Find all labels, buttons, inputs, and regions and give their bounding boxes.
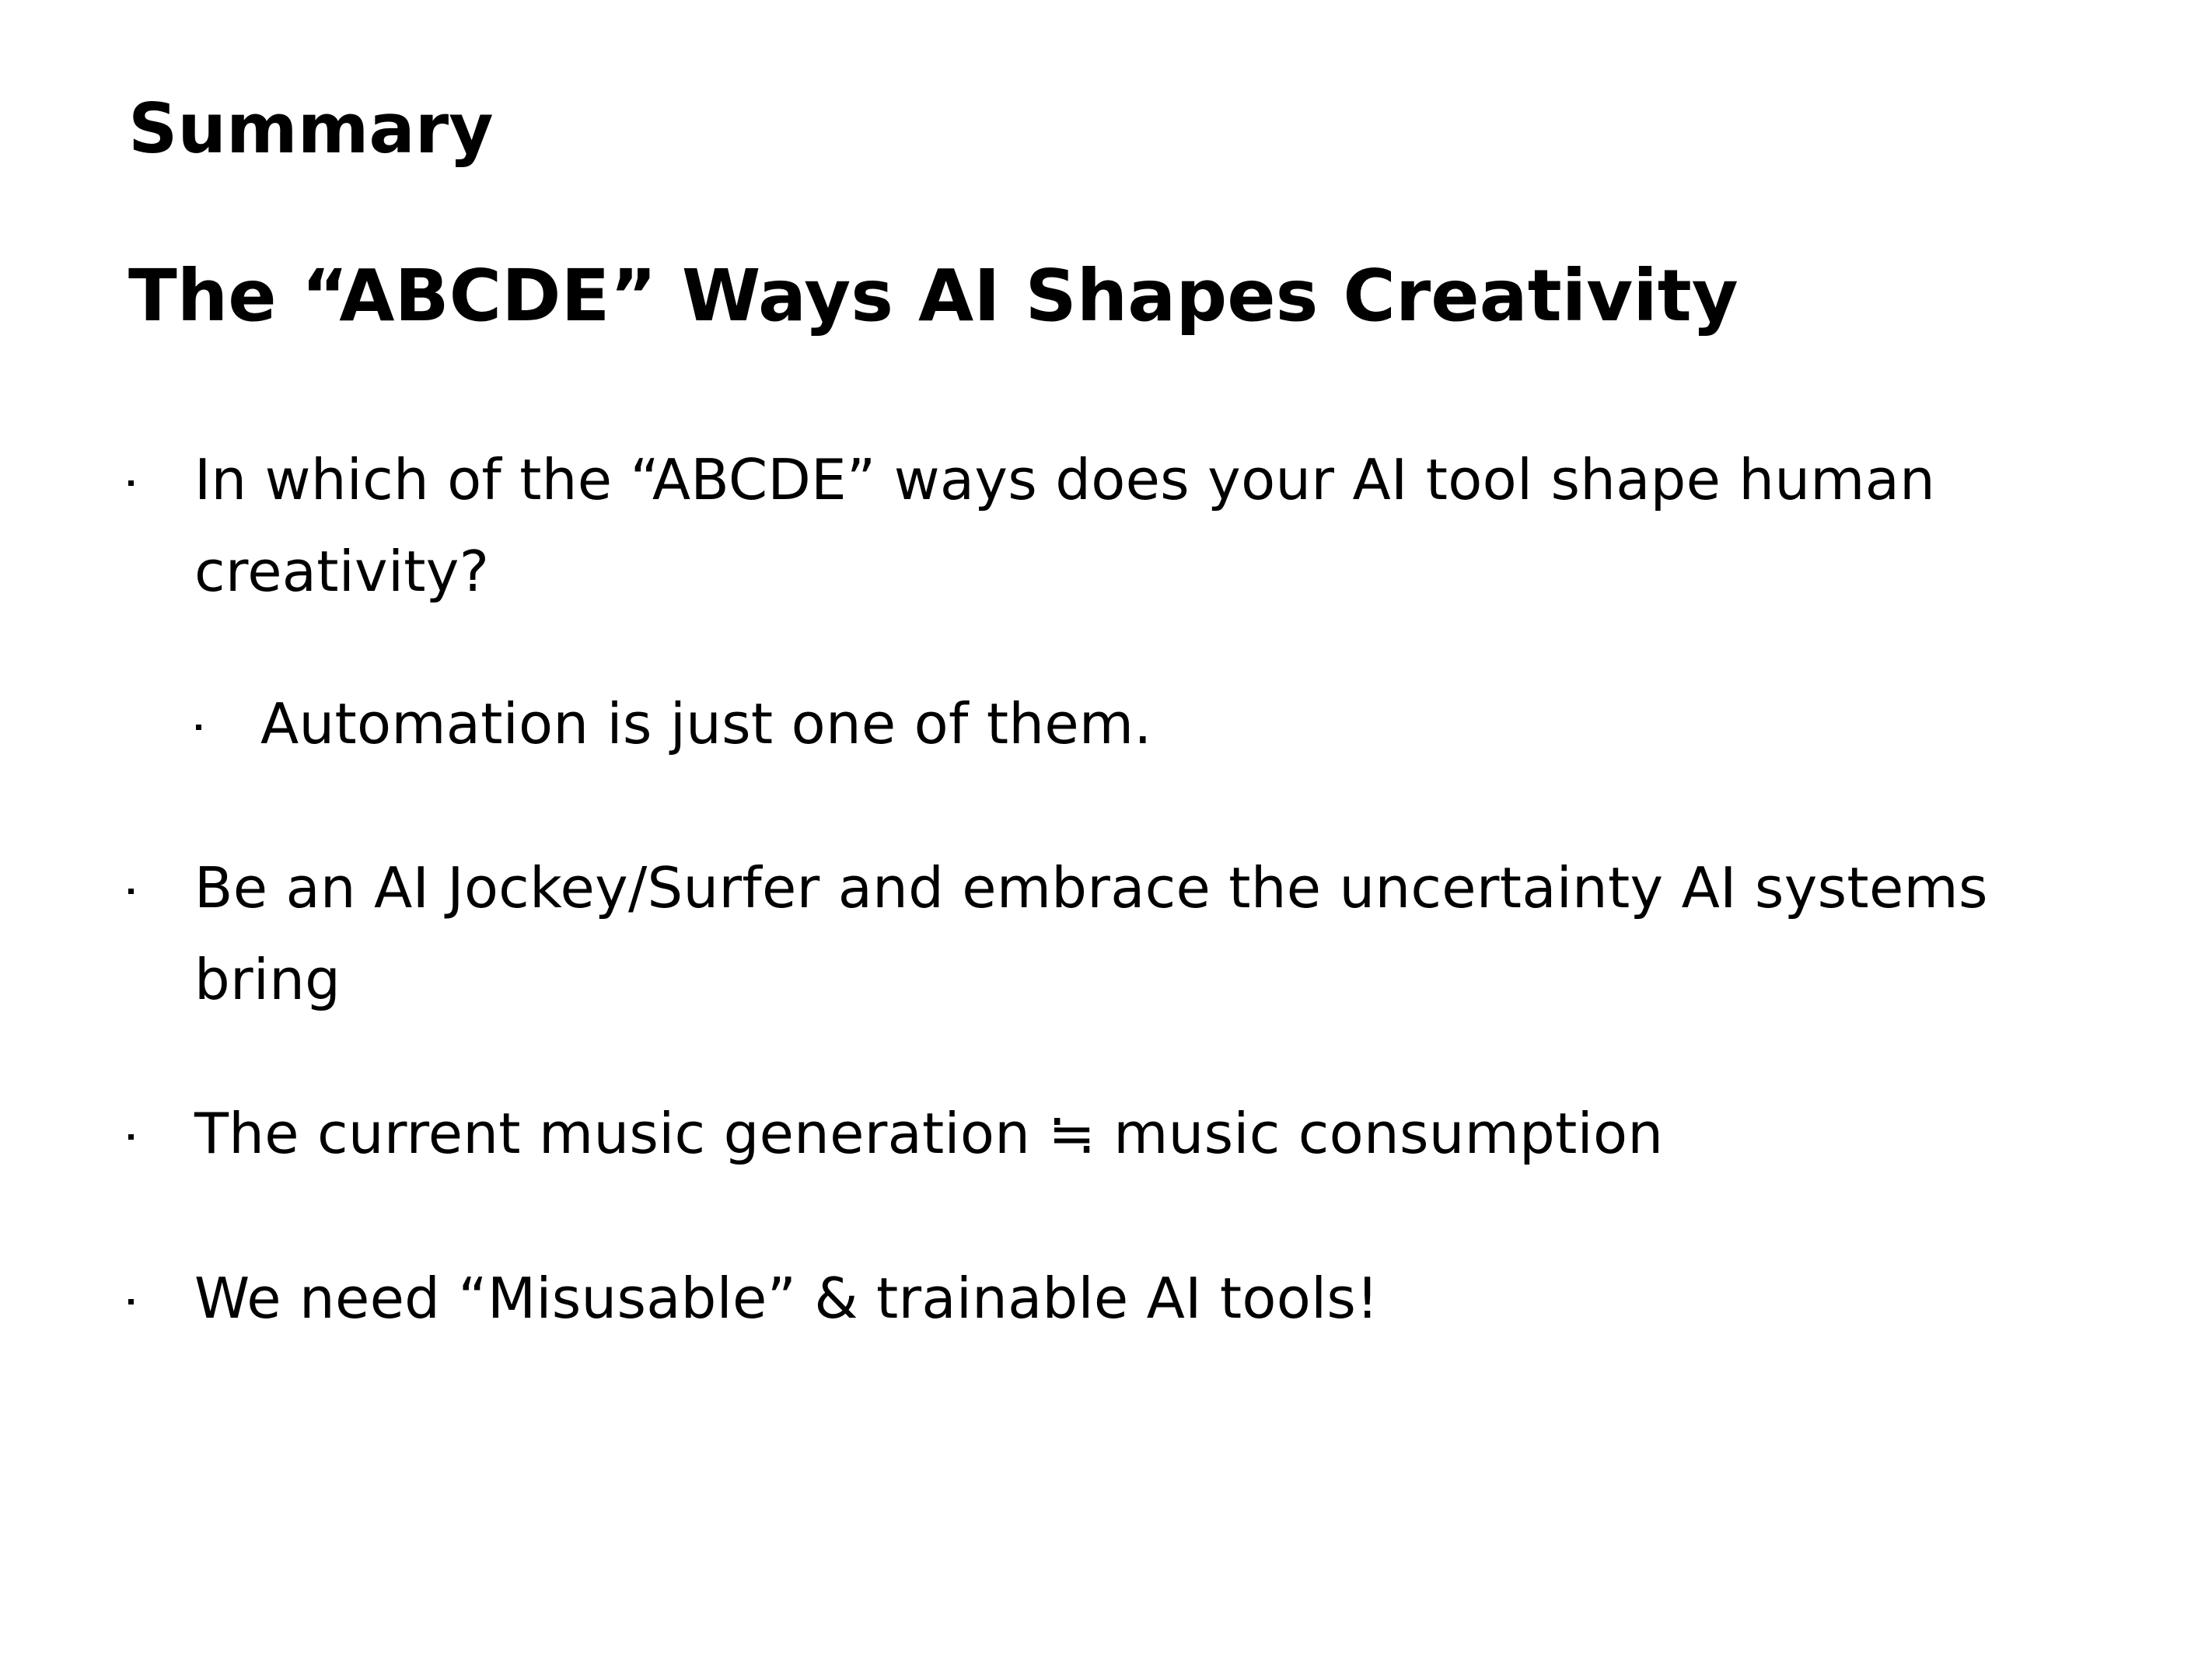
bullet-text: Automation is just one of them. [260,691,1152,756]
bullet-item [194,842,2138,1025]
slide-title: Summary [128,89,494,169]
bullet-dot-icon [196,725,201,730]
slide-subtitle: The “ABCDE” Ways AI Shapes Creativity [128,254,1738,337]
bullet-dot-icon [128,480,134,486]
bullet-item [194,1252,2123,1344]
bullet-text: Be an AI Jockey/Surfer and embrace the uncertainty AI systems bring [194,855,1988,1012]
bullet-item [194,1088,2123,1179]
bullet-dot-icon [128,1299,134,1304]
bullet-text: We need “Misusable” & trainable AI tools! [194,1266,1379,1331]
sub-bullet-item [260,678,2049,770]
bullet-text: The current music generation ≒ music consumption [194,1101,1664,1166]
bullet-dot-icon [128,1134,134,1140]
bullet-item [194,434,2123,617]
bullet-text: In which of the “ABCDE” ways does your AI tool shape human creativity? [194,447,1936,604]
bullet-dot-icon [128,889,134,894]
